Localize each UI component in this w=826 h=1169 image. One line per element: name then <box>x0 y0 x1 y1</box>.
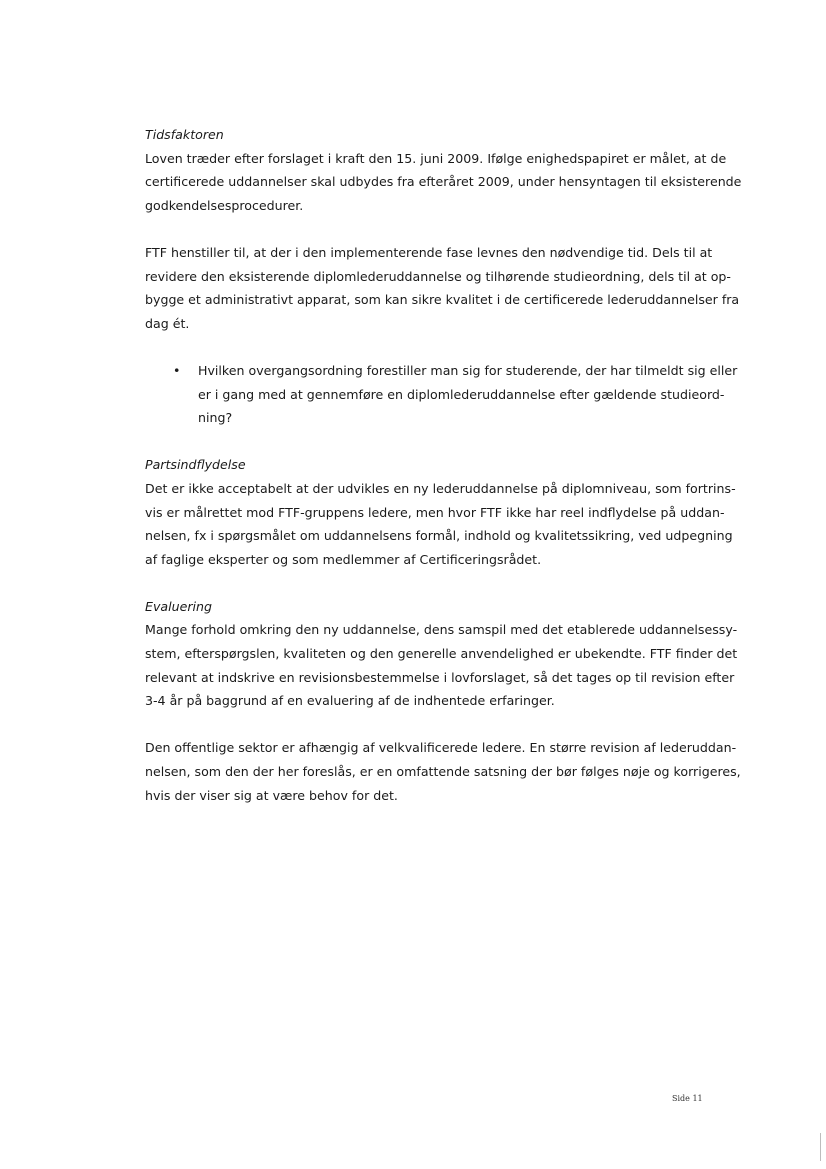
text-line: relevant at indskrive en revisionsbestemmelse i lovforslaget, så det tages op til revision efter <box>145 669 735 685</box>
heading-evaluering: Evaluering <box>145 598 213 614</box>
text-line: hvis der viser sig at være behov for det. <box>145 787 398 803</box>
bullet-item <box>145 359 738 430</box>
text-line: Det er ikke acceptabelt at der udvikles en ny lederuddannelse på diplomniveau, som fortrins- <box>145 480 736 496</box>
paragraph-ftf-henstiller <box>145 241 740 335</box>
text-line: Loven træder efter forslaget i kraft den 15. juni 2009. Ifølge enighedspapiret er målet, at de <box>145 150 727 166</box>
text-line: er i gang med at gennemføre en diplomlederuddannelse efter gældende studieord- <box>198 386 725 402</box>
text-line: af faglige eksperter og som medlemmer af Certificeringsrådet. <box>145 551 542 567</box>
text-line: nelsen, fx i spørgsmålet om uddannelsens formål, indhold og kvalitetssikring, ved udpegning <box>145 528 733 544</box>
text-line: vis er målrettet mod FTF-gruppens ledere, men hvor FTF ikke har reel indflydelse på uddan- <box>145 504 725 520</box>
text-line: certificerede uddannelser skal udbydes fra efteråret 2009, under hensyntagen til eksisterende <box>145 174 742 190</box>
text-line: stem, efterspørgslen, kvaliteten og den generelle anvendelighed er ubekendte. FTF finder det <box>145 646 738 662</box>
bullet-text <box>173 359 738 430</box>
paragraph-gap <box>145 335 710 359</box>
text-line: revidere den eksisterende diplomlederuddannelse og tilhørende studieordning, dels til at op- <box>145 268 731 284</box>
scan-edge-mark <box>820 1133 821 1161</box>
text-line: FTF henstiller til, at der i den implementerende fase levnes den nødvendige tid. Dels til at <box>145 244 713 260</box>
paragraph-gap <box>145 713 710 737</box>
text-line: Mange forhold omkring den ny uddannelse, dens samspil med det etablerede uddannelsessy- <box>145 622 738 638</box>
paragraph-gap <box>145 217 710 241</box>
text-line: godkendelsesprocedurer. <box>145 197 304 213</box>
heading-partsindflydelse: Partsindflydelse <box>145 457 246 473</box>
text-line: 3-4 år på baggrund af en evaluering af de indhentede erfaringer. <box>145 693 555 709</box>
page-body <box>145 123 742 807</box>
paragraph-gap <box>145 430 710 454</box>
page-number: Side 11 <box>672 1094 703 1103</box>
paragraph-partsindflydelse <box>145 477 736 571</box>
text-line: ning? <box>198 410 233 426</box>
paragraph-tidsfaktoren <box>145 147 742 218</box>
bullet-marker: • <box>173 362 181 378</box>
paragraph-offentlige-sektor <box>145 736 741 807</box>
text-line: nelsen, som den der her foreslås, er en omfattende satsning der bør følges nøje og korrigeres, <box>145 764 741 780</box>
paragraph-evaluering <box>145 618 738 712</box>
heading-tidsfaktoren: Tidsfaktoren <box>145 127 224 142</box>
text-line: Hvilken overgangsordning forestiller man sig for studerende, der har tilmeldt sig eller <box>198 362 738 378</box>
text-line: bygge et administrativt apparat, som kan sikre kvalitet i de certificerede lederuddannelser fra <box>145 292 740 308</box>
text-line: Den offentlige sektor er afhængig af velkvalificerede ledere. En større revision af lederuddan- <box>145 740 737 756</box>
paragraph-gap <box>145 571 710 595</box>
text-line: dag ét. <box>145 315 190 331</box>
